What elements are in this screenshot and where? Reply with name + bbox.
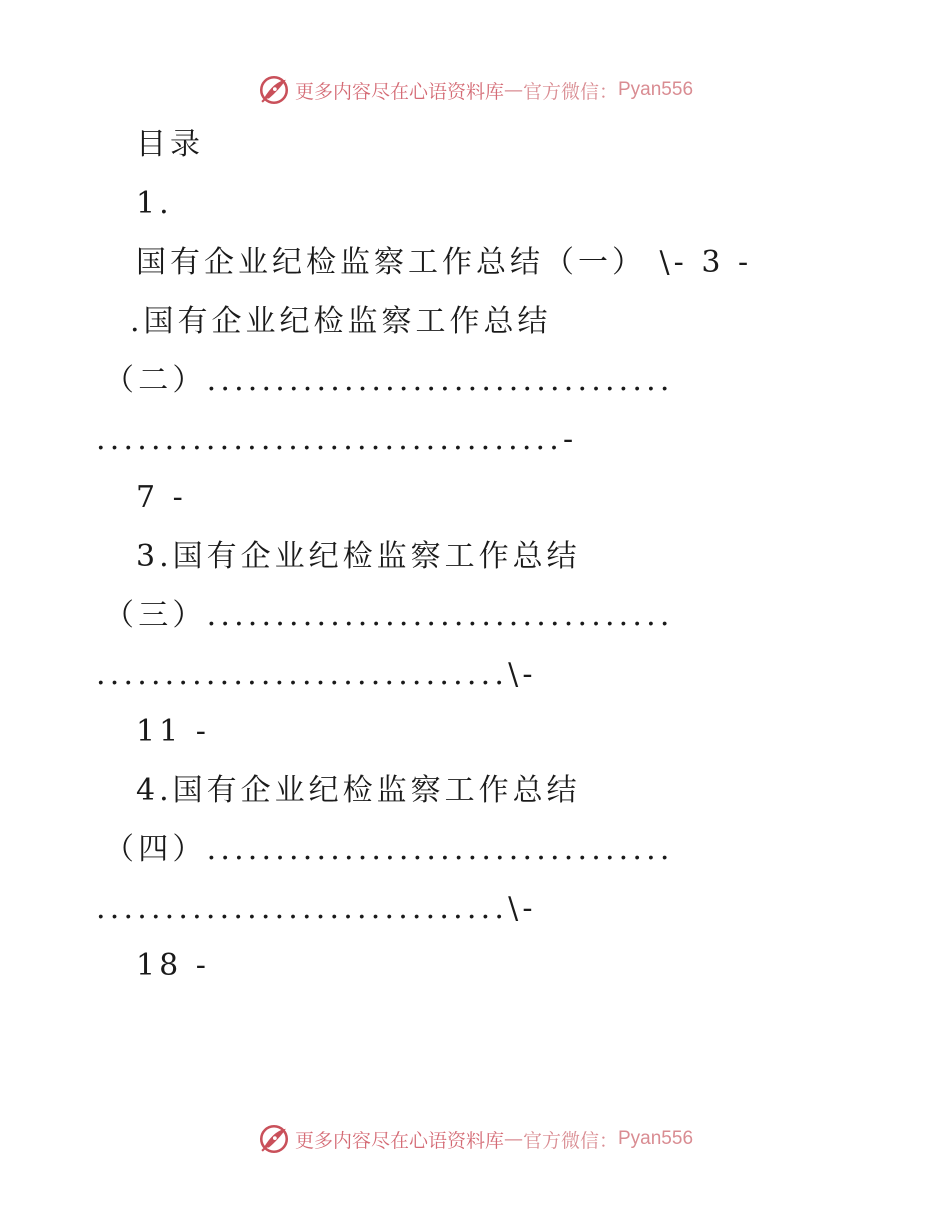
pen-nib-logo-icon <box>257 73 291 107</box>
toc-line-9: ..............................\- <box>96 657 537 692</box>
toc-line-7: 3.国有企业纪检监察工作总结 <box>136 539 581 574</box>
toc-line-12: （四）.................................. <box>104 832 674 867</box>
toc-line-2: 国有企业纪检监察工作总结（一） \- 3 - <box>136 245 753 280</box>
footer-banner <box>0 1119 950 1159</box>
banner-text-dash: — <box>503 79 523 101</box>
toc-line-11: 4.国有企业纪检监察工作总结 <box>136 773 581 808</box>
toc-line-8: （三）.................................. <box>104 598 674 633</box>
pen-nib-logo-icon <box>257 1122 291 1156</box>
banner-text-main: 更多内容尽在心语资料库 <box>294 1129 504 1152</box>
toc-line-10: 11 - <box>136 714 210 749</box>
banner-text-dash: — <box>503 1128 523 1150</box>
toc-line-14: 18 - <box>136 948 210 983</box>
toc-line-4: （二）.................................. <box>104 363 674 398</box>
toc-line-3: .国有企业纪检监察工作总结 <box>130 304 552 339</box>
toc-line-6: 7 - <box>136 480 187 515</box>
banner-text-id: Pyan556 <box>618 79 694 100</box>
banner-text-wechat: 官方微信： <box>522 1129 618 1152</box>
toc-line-5: ..................................- <box>96 422 578 457</box>
banner-text-main: 更多内容尽在心语资料库 <box>294 80 504 103</box>
banner-text-id: Pyan556 <box>618 1128 694 1149</box>
toc-line-13: ..............................\- <box>96 891 537 926</box>
header-banner <box>0 70 950 110</box>
toc-line-1: 1. <box>136 186 173 221</box>
banner-text-wechat: 官方微信： <box>522 80 618 103</box>
toc-heading: 目录 <box>136 127 204 162</box>
